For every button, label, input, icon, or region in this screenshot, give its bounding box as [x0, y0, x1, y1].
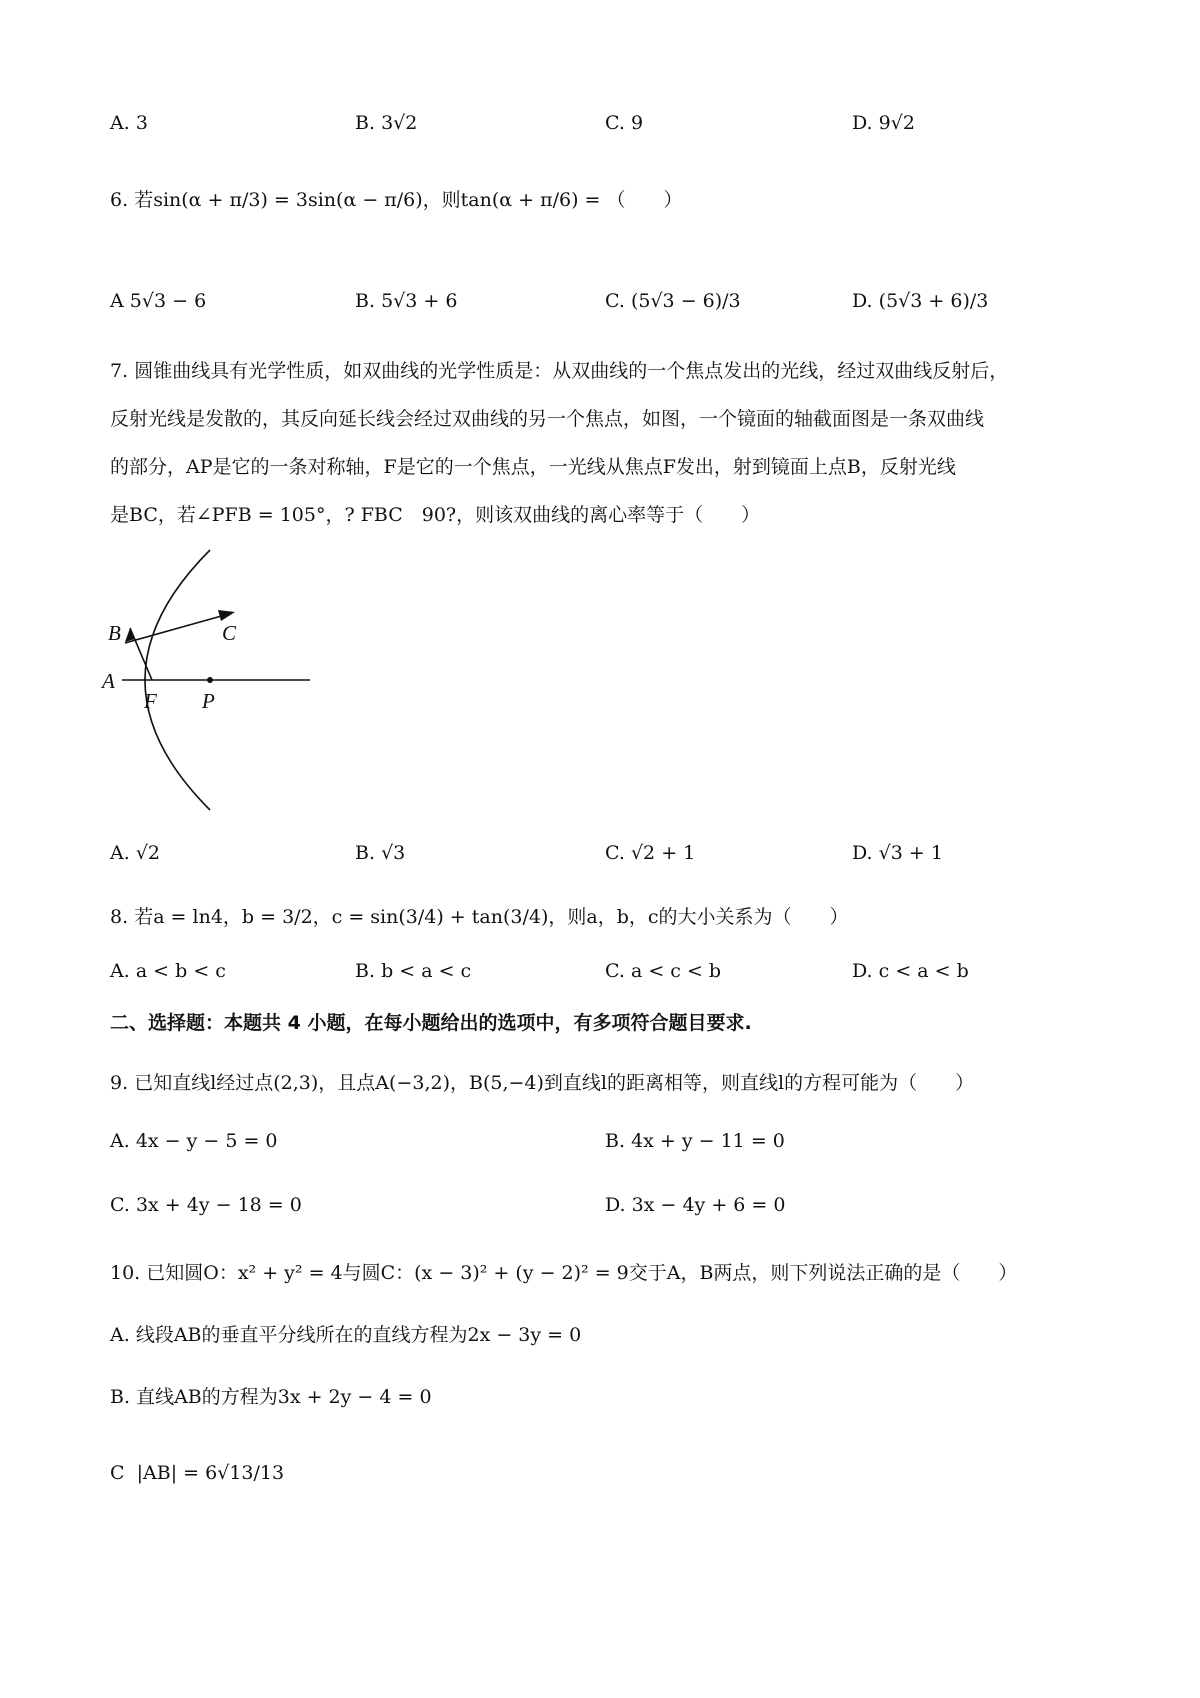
section-2-heading: 二、选择题：本题共 4 小题，在每小题给出的选项中，有多项符合题目要求.	[110, 1012, 752, 1034]
q7-option-c: C. √2 + 1	[605, 842, 696, 864]
q7-option-b: B. √3	[355, 842, 406, 864]
arrow-bc	[218, 610, 235, 621]
q7-line-3: 的部分，AP是它的一条对称轴，F是它的一个焦点，一光线从焦点F发出，射到镜面上点B，反射光线	[110, 456, 956, 478]
q7-line-4: 是BC，若∠PFB = 105°，? FBC 90?，则该双曲线的离心率等于（ ）	[110, 504, 761, 526]
q7-hyperbola-figure	[100, 540, 320, 820]
q9-option-c: C. 3x + 4y − 18 = 0	[110, 1194, 302, 1216]
q6-option-c: C. (5√3 − 6)/3	[605, 290, 741, 312]
q6-option-a: A 5√3 − 6	[110, 290, 207, 312]
q6-stem: 6. 若sin(α + π/3) = 3sin(α − π/6)，则tan(α + π/6) = （ ）	[110, 189, 683, 211]
q7-option-d: D. √3 + 1	[852, 842, 943, 864]
label-c: C	[222, 621, 237, 645]
q9-stem: 9. 已知直线l经过点(2,3)，且点A(−3,2)，B(5,−4)到直线l的距离相等，则直线l的方程可能为（ ）	[110, 1072, 975, 1094]
label-b: B	[108, 621, 121, 645]
q10-option-b: B. 直线AB的方程为3x + 2y − 4 = 0	[110, 1386, 432, 1408]
q8-option-a: A. a < b < c	[110, 960, 226, 982]
label-p: P	[202, 689, 215, 713]
q7-option-a: A. √2	[110, 842, 161, 864]
q9-option-a: A. 4x − y − 5 = 0	[110, 1130, 278, 1152]
q10-option-c: C |AB| = 6√13/13	[110, 1462, 285, 1484]
q9-option-b: B. 4x + y − 11 = 0	[605, 1130, 785, 1152]
q5-option-c: C. 9	[605, 112, 644, 134]
label-f: F	[144, 689, 157, 713]
q9-option-d: D. 3x − 4y + 6 = 0	[605, 1194, 786, 1216]
q5-option-b: B. 3√2	[355, 112, 418, 134]
q8-option-d: D. c < a < b	[852, 960, 969, 982]
q5-option-a: A. 3	[110, 112, 148, 134]
ray-bc	[125, 615, 225, 643]
point-p	[207, 677, 213, 683]
q10-option-a: A. 线段AB的垂直平分线所在的直线方程为2x − 3y = 0	[110, 1324, 582, 1346]
q8-stem: 8. 若a = ln4，b = 3/2，c = sin(3/4) + tan(3/4)，则a，b，c的大小关系为（ ）	[110, 906, 849, 928]
q8-option-c: C. a < c < b	[605, 960, 722, 982]
q6-option-b: B. 5√3 + 6	[355, 290, 458, 312]
q8-option-b: B. b < a < c	[355, 960, 472, 982]
q7-line-1: 7. 圆锥曲线具有光学性质，如双曲线的光学性质是：从双曲线的一个焦点发出的光线，经过双曲线反射后，	[110, 360, 1009, 382]
q5-option-d: D. 9√2	[852, 112, 915, 134]
q6-option-d: D. (5√3 + 6)/3	[852, 290, 989, 312]
q7-line-2: 反射光线是发散的，其反向延长线会经过双曲线的另一个焦点，如图，一个镜面的轴截面图是一条双曲线	[110, 408, 985, 430]
q10-stem: 10. 已知圆O：x² + y² = 4与圆C：(x − 3)² + (y − 2)² = 9交于A，B两点，则下列说法正确的是（ ）	[110, 1262, 1018, 1284]
label-a: A	[102, 669, 115, 693]
